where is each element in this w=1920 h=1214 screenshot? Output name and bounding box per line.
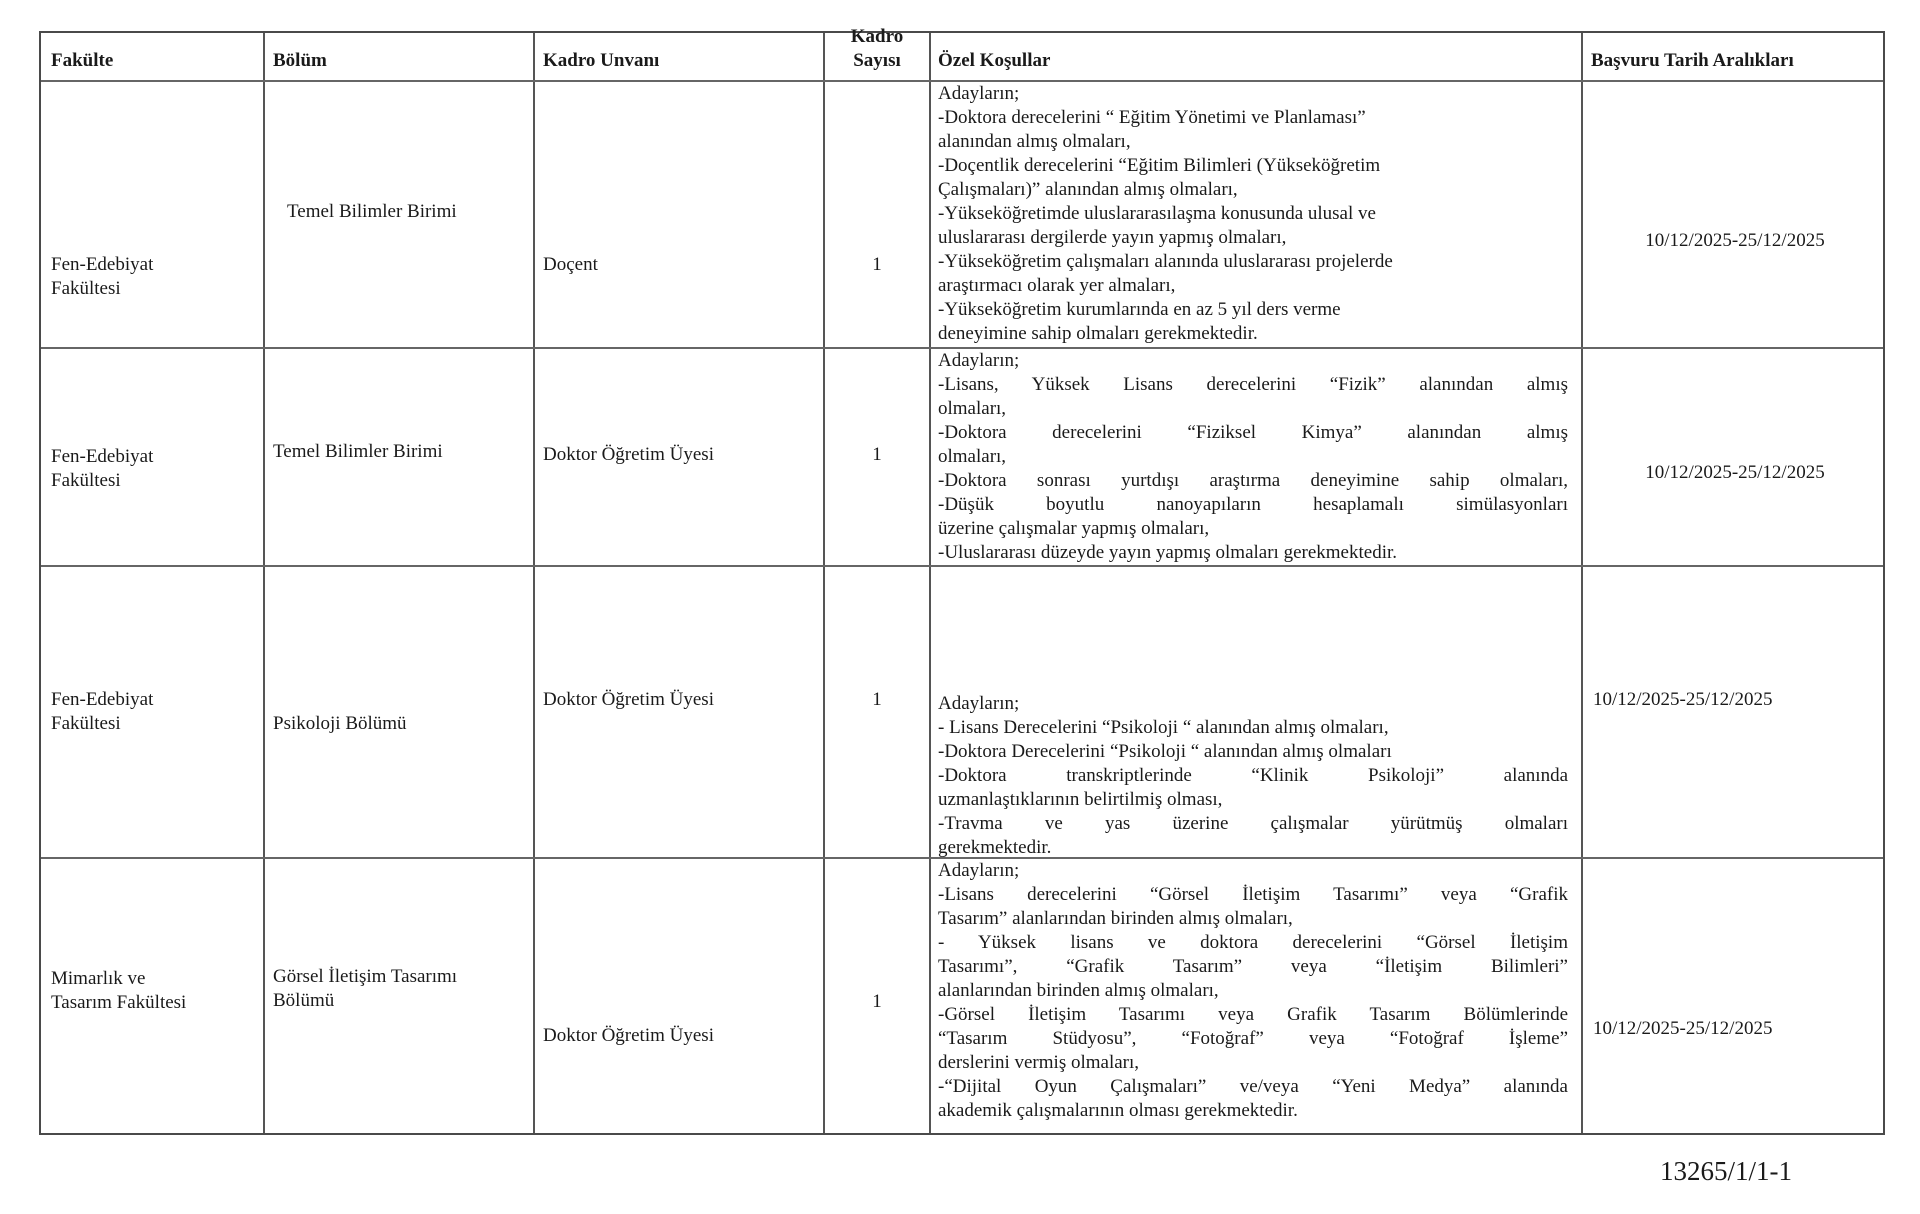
row1-kadro-sayisi: 1 (872, 254, 882, 275)
condition-line: -Lisans, Yüksek Lisans derecelerini “Fizik” alanından almış (938, 374, 1568, 395)
row1-fakulte (51, 253, 153, 301)
fakulte-line: Fakültesi (51, 278, 121, 299)
condition-line: gerekmektedir. (938, 837, 1052, 858)
row3-fakulte (51, 688, 153, 736)
condition-line: -Doktora derecelerini “Fiziksel Kimya” alanından almış (938, 422, 1568, 443)
condition-line: olmaları, (938, 446, 1007, 467)
header-kadro-unvani: Kadro Unvanı (543, 50, 660, 71)
bolum-line: Bölümü (273, 990, 335, 1011)
condition-line: -Yükseköğretim kurumlarında en az 5 yıl ders verme (938, 299, 1341, 320)
row1-basvuru-tarih: 10/12/2025-25/12/2025 (1645, 230, 1825, 251)
condition-line: “Tasarım Stüdyosu”, “Fotoğraf” veya “Fotoğraf İşleme” (938, 1028, 1568, 1049)
condition-line: -Düşük boyutlu nanoyapıların hesaplamalı simülasyonları (938, 494, 1568, 515)
column-divider (823, 33, 825, 1133)
condition-line: -Yükseköğretim çalışmaları alanında uluslararası projelerde (938, 251, 1393, 272)
condition-line: -Yükseköğretimde uluslararasılaşma konusunda ulusal ve (938, 203, 1376, 224)
header-bolum: Bölüm (273, 50, 327, 71)
row3-ozel-kosullar (938, 692, 1568, 860)
row4-ozel-kosullar (938, 859, 1568, 1123)
header-basvuru-tarih: Başvuru Tarih Aralıkları (1591, 50, 1794, 71)
fakulte-line: Mimarlık ve (51, 968, 146, 989)
condition-line: alanından almış olmaları, (938, 131, 1131, 152)
condition-line: -Uluslararası düzeyde yayın yapmış olmaları gerekmektedir. (938, 542, 1398, 563)
row4-kadro-sayisi: 1 (872, 991, 882, 1012)
row3-bolum: Psikoloji Bölümü (273, 713, 407, 734)
row4-fakulte (51, 967, 186, 1015)
condition-line: derslerini vermiş olmaları, (938, 1052, 1140, 1073)
fakulte-line: Fakültesi (51, 470, 121, 491)
condition-line: -Lisans derecelerini “Görsel İletişim Tasarımı” veya “Grafik (938, 884, 1568, 905)
condition-line: akademik çalışmalarının olması gerekmektedir. (938, 1100, 1298, 1121)
header-fakulte: Fakülte (51, 50, 114, 71)
condition-line: -Doktora derecelerini “ Eğitim Yönetimi ve Planlaması” (938, 107, 1366, 128)
positions-table (39, 26, 1885, 1135)
fakulte-line: Fakültesi (51, 713, 121, 734)
row2-kadro-sayisi: 1 (872, 444, 882, 465)
condition-line: uluslararası dergilerde yayın yapmış olmaları, (938, 227, 1287, 248)
condition-line: olmaları, (938, 398, 1007, 419)
row2-fakulte (51, 445, 153, 493)
column-divider (1581, 33, 1583, 1133)
condition-line: Adayların; (938, 693, 1020, 714)
condition-line: Adayların; (938, 83, 1020, 104)
header-ozel-kosullar: Özel Koşullar (938, 50, 1051, 71)
condition-line: -Doktora Derecelerini “Psikoloji “ alanından almış olmaları (938, 741, 1392, 762)
condition-line: -Görsel İletişim Tasarımı veya Grafik Tasarım Bölümlerinde (938, 1004, 1568, 1025)
condition-line: üzerine çalışmalar yapmış olmaları, (938, 518, 1210, 539)
condition-line: -“Dijital Oyun Çalışmaları” ve/veya “Yeni Medya” alanında (938, 1076, 1568, 1097)
row2-bolum: Temel Bilimler Birimi (273, 441, 443, 462)
fakulte-line: Tasarım Fakültesi (51, 992, 187, 1013)
condition-line: uzmanlaştıklarının belirtilmiş olması, (938, 789, 1223, 810)
condition-line: Çalışmaları)” alanından almış olmaları, (938, 179, 1238, 200)
condition-line: Adayların; (938, 860, 1020, 881)
condition-line: - Lisans Derecelerini “Psikoloji “ alanından almış olmaları, (938, 717, 1389, 738)
condition-line: araştırmacı olarak yer almaları, (938, 275, 1176, 296)
header-kadro-sayisi-line2: Sayısı (853, 50, 901, 71)
condition-line: -Travma ve yas üzerine çalışmalar yürütmüş olmaları (938, 813, 1568, 834)
row4-basvuru-tarih: 10/12/2025-25/12/2025 (1593, 1018, 1773, 1039)
column-divider (533, 33, 535, 1133)
row2-basvuru-tarih: 10/12/2025-25/12/2025 (1645, 462, 1825, 483)
header-kadro-sayisi (825, 25, 929, 73)
condition-line: deneyimine sahip olmaları gerekmektedir. (938, 323, 1258, 344)
row2-kadro-unvani: Doktor Öğretim Üyesi (543, 444, 714, 465)
condition-line: - Yüksek lisans ve doktora derecelerini “Görsel İletişim (938, 932, 1568, 953)
column-divider (929, 33, 931, 1133)
condition-line: -Doçentlik derecelerini “Eğitim Bilimleri (Yükseköğretim (938, 155, 1381, 176)
condition-line: Tasarımı”, “Grafik Tasarım” veya “İletişim Bilimleri” (938, 956, 1568, 977)
row3-basvuru-tarih: 10/12/2025-25/12/2025 (1593, 689, 1773, 710)
fakulte-line: Fen-Edebiyat (51, 446, 154, 467)
condition-line: Tasarım” alanlarından birinden almış olmaları, (938, 908, 1293, 929)
row3-kadro-unvani: Doktor Öğretim Üyesi (543, 689, 714, 710)
row3-kadro-sayisi: 1 (872, 689, 882, 710)
page-number: 13265/1/1-1 (1660, 1156, 1792, 1186)
fakulte-line: Fen-Edebiyat (51, 254, 154, 275)
row1-ozel-kosullar (938, 82, 1566, 346)
condition-line: Adayların; (938, 350, 1020, 371)
row1-bolum: Temel Bilimler Birimi (287, 201, 457, 222)
column-divider (263, 33, 265, 1133)
header-kadro-sayisi-line1: Kadro (850, 26, 904, 47)
condition-line: -Doktora transkriptlerinde “Klinik Psikoloji” alanında (938, 765, 1568, 786)
row2-ozel-kosullar (938, 349, 1568, 565)
row4-kadro-unvani: Doktor Öğretim Üyesi (543, 1025, 714, 1046)
condition-line: -Doktora sonrası yurtdışı araştırma deneyimine sahip olmaları, (938, 470, 1568, 491)
row4-bolum (273, 965, 457, 1013)
row1-kadro-unvani: Doçent (543, 254, 598, 275)
row-divider (41, 565, 1883, 567)
bolum-line: Görsel İletişim Tasarımı (273, 966, 458, 987)
fakulte-line: Fen-Edebiyat (51, 689, 154, 710)
condition-line: alanlarından birinden almış olmaları, (938, 980, 1219, 1001)
